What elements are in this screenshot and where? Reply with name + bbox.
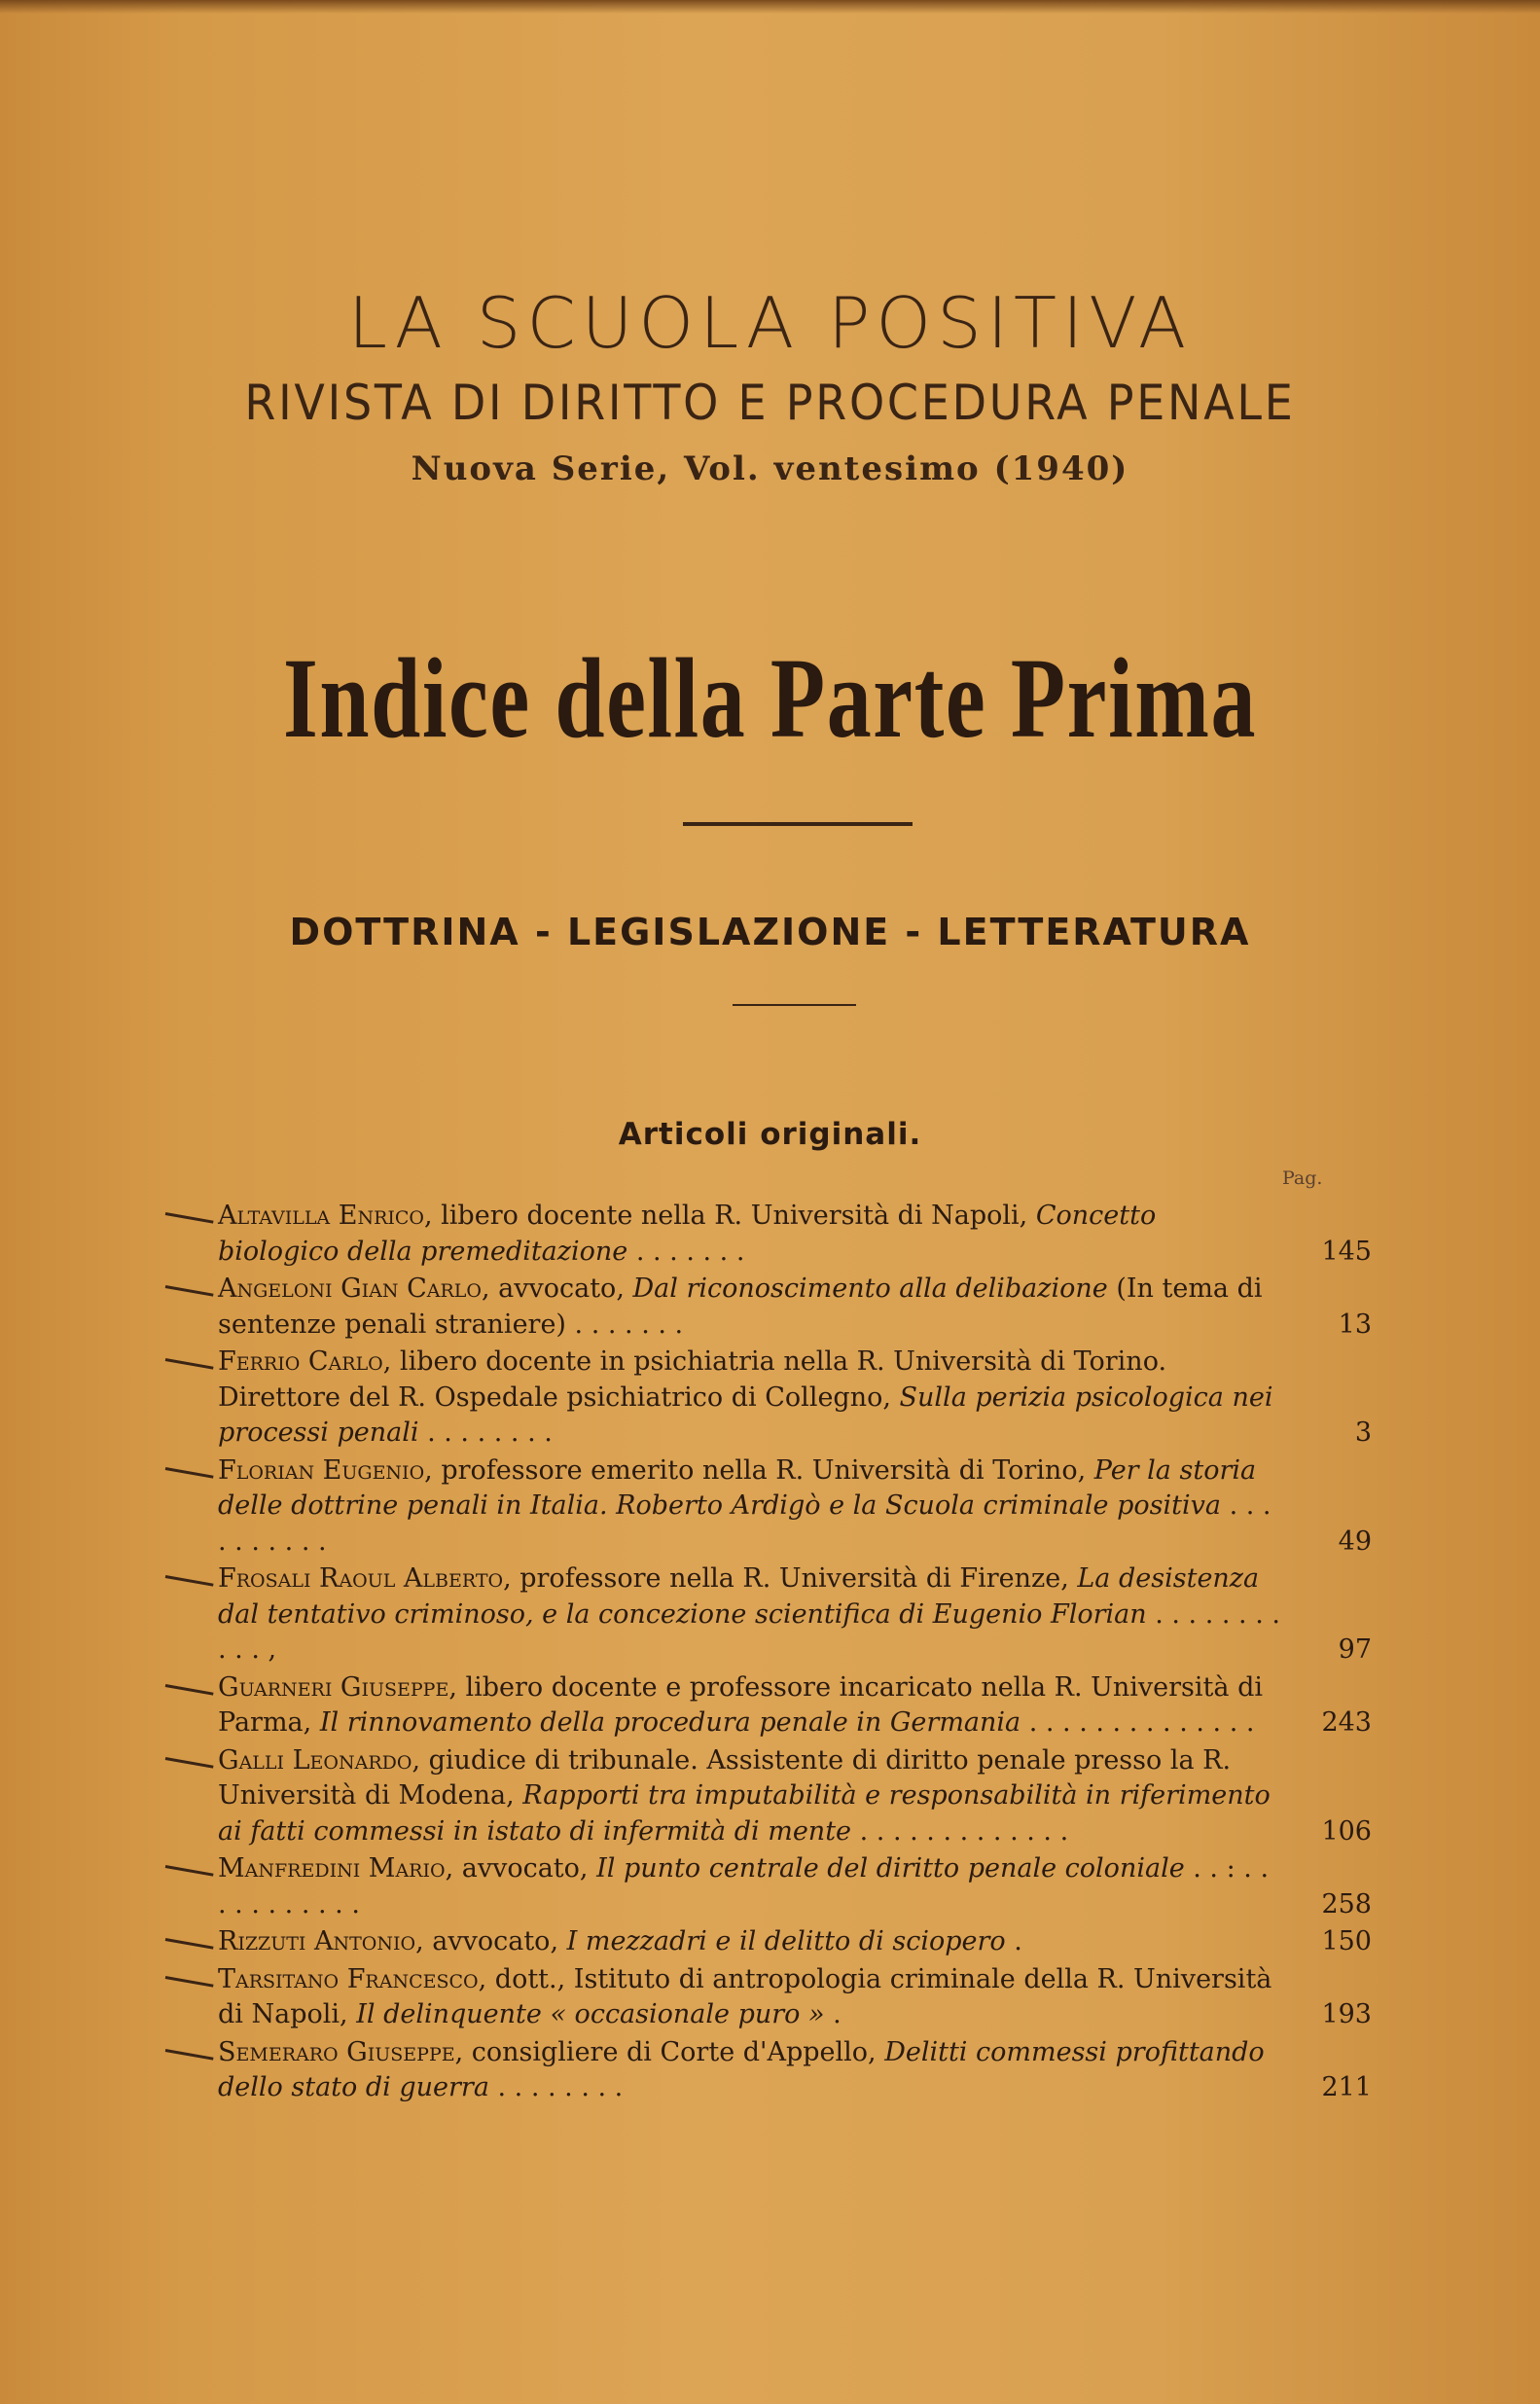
entry-extra: (In tema di sentenze penali straniere)	[218, 1274, 1263, 1340]
series-line: Nuova Serie, Vol. ventesimo (1940)	[411, 449, 1129, 488]
entry-description: , libero docente e professore incaricato nella R. Università di Parma,	[218, 1671, 1263, 1738]
index-entry	[165, 1851, 1372, 1922]
page-edge-shadow	[0, 0, 1540, 14]
entry-title: La desistenza dal tentativo criminoso, e la concezione scientifica di Eugenio Florian	[218, 1563, 1260, 1630]
entry-leader: . . . . . . . .	[418, 1417, 553, 1448]
entry-description: , professore emerito nella R. Università di Torino,	[424, 1454, 1094, 1486]
entry-author: Semeraro Giuseppe	[218, 2036, 455, 2067]
index-entry	[165, 1272, 1372, 1343]
index-entry	[165, 1199, 1372, 1270]
page-column-label: Pag.	[1282, 1167, 1323, 1189]
entry-description: , giudice di tribunale. Assistente di diritto penale presso la R. Università di Modena,	[218, 1744, 1232, 1811]
entry-leader: . . . . . . . . . . . . .	[851, 1815, 1069, 1847]
entry-leader: .	[824, 1999, 842, 2029]
entry-page-number: 243	[1321, 1707, 1372, 1738]
entry-leader: . . . . . . .	[627, 1236, 745, 1267]
entry-author: Galli Leonardo	[218, 1744, 412, 1776]
entry-title: I mezzadri e il delitto di sciopero	[566, 1926, 1006, 1956]
entry-description: , avvocato,	[415, 1926, 567, 1956]
index-entry	[165, 1924, 1372, 1960]
journal-title: LA SCUOLA POSITIVA	[347, 282, 1193, 364]
entry-page-number: 13	[1338, 1309, 1372, 1340]
entry-title: Dal riconoscimento alla delibazione	[632, 1274, 1108, 1304]
entry-description: , avvocato,	[445, 1853, 597, 1884]
entry-author: Manfredini Mario	[218, 1853, 446, 1884]
entry-page-number: 193	[1321, 1999, 1372, 2029]
entry-page-number: 49	[1338, 1525, 1372, 1557]
journal-subtitle: RIVISTA DI DIRITTO E PROCEDURA PENALE	[244, 375, 1296, 431]
index-entry	[165, 1561, 1372, 1668]
index-entry	[165, 1345, 1372, 1452]
entry-title: Delitti commessi profittando dello stato di guerra	[218, 2036, 1265, 2102]
entry-description: , dott., Istituto di antropologia criminale della R. Università di Napoli,	[218, 1963, 1272, 2029]
index-entry	[165, 1670, 1372, 1741]
entry-title: Sulla perizia psicologica nei processi penali	[218, 1381, 1273, 1448]
entry-leader: . . . . . . . . . . . . . .	[1021, 1707, 1255, 1738]
subsection-heading: Articoli originali.	[618, 1117, 922, 1152]
index-title: Indice della Parte Prima	[282, 634, 1258, 762]
entry-leader: . . . . . . .	[565, 1309, 684, 1340]
entry-title: Per la storia delle dottrine penali in Italia. Roberto Ardigò e la Scuola criminale positiva	[218, 1454, 1257, 1521]
title-rule	[683, 822, 913, 826]
entry-title: Il punto centrale del diritto penale coloniale	[596, 1853, 1185, 1884]
index-entry	[165, 2035, 1372, 2106]
entry-description: , libero docente in psichiatria nella R. Università di Torino. Direttore del R. Ospedale psichiatrico di Collegno,	[218, 1346, 1167, 1413]
entry-author: Rizzuti Antonio	[218, 1926, 416, 1956]
entry-page-number: 150	[1321, 1926, 1372, 1956]
entry-page-number: 145	[1321, 1236, 1372, 1267]
entry-author: Frosali Raoul Alberto	[218, 1563, 504, 1594]
entry-description: , professore nella R. Università di Firenze,	[503, 1563, 1078, 1594]
entry-author: Florian Eugenio	[218, 1454, 425, 1486]
entry-title: Concetto biologico della premeditazione	[218, 1201, 1157, 1267]
entry-leader: . . . . . . . . . . . ,	[218, 1598, 1280, 1665]
section-heading: DOTTRINA - LEGISLAZIONE - LETTERATURA	[289, 911, 1251, 953]
entry-leader: . . . . . . . .	[488, 2072, 624, 2102]
entry-page-number: 97	[1338, 1634, 1372, 1665]
entry-author: Tarsitano Francesco	[218, 1963, 479, 1994]
entry-author: Ferrio Carlo	[218, 1346, 383, 1377]
entry-page-number: 106	[1321, 1815, 1372, 1847]
entry-description: , consigliere di Corte d'Appello,	[454, 2036, 885, 2067]
entry-page-number: 258	[1321, 1888, 1372, 1920]
entry-author: Angeloni Gian Carlo	[218, 1274, 482, 1304]
index-entry	[165, 1962, 1372, 2033]
entry-author: Altavilla Enrico	[218, 1201, 424, 1231]
entry-description: , libero docente nella R. Università di Napoli,	[424, 1201, 1036, 1231]
index-entries	[165, 1199, 1372, 2108]
entry-leader: . . : . . . . . . . . . . .	[218, 1853, 1270, 1920]
entry-leader: .	[1005, 1926, 1022, 1956]
entry-title: Rapporti tra imputabilità e responsabilità in riferimento ai fatti commessi in istato di infermità di mente	[218, 1780, 1271, 1847]
entry-title: Il rinnovamento della procedura penale in Germania	[319, 1707, 1021, 1738]
entry-page-number: 211	[1321, 2072, 1372, 2102]
section-rule	[733, 1004, 856, 1006]
index-entry	[165, 1453, 1372, 1561]
index-entry	[165, 1743, 1372, 1850]
entry-author: Guarneri Giuseppe	[218, 1671, 449, 1703]
entry-title: Il delinquente « occasionale puro »	[356, 1999, 825, 2029]
entry-leader: . . . . . . . . . .	[218, 1490, 1271, 1557]
entry-page-number: 3	[1354, 1417, 1372, 1448]
entry-description: , avvocato,	[481, 1274, 633, 1304]
